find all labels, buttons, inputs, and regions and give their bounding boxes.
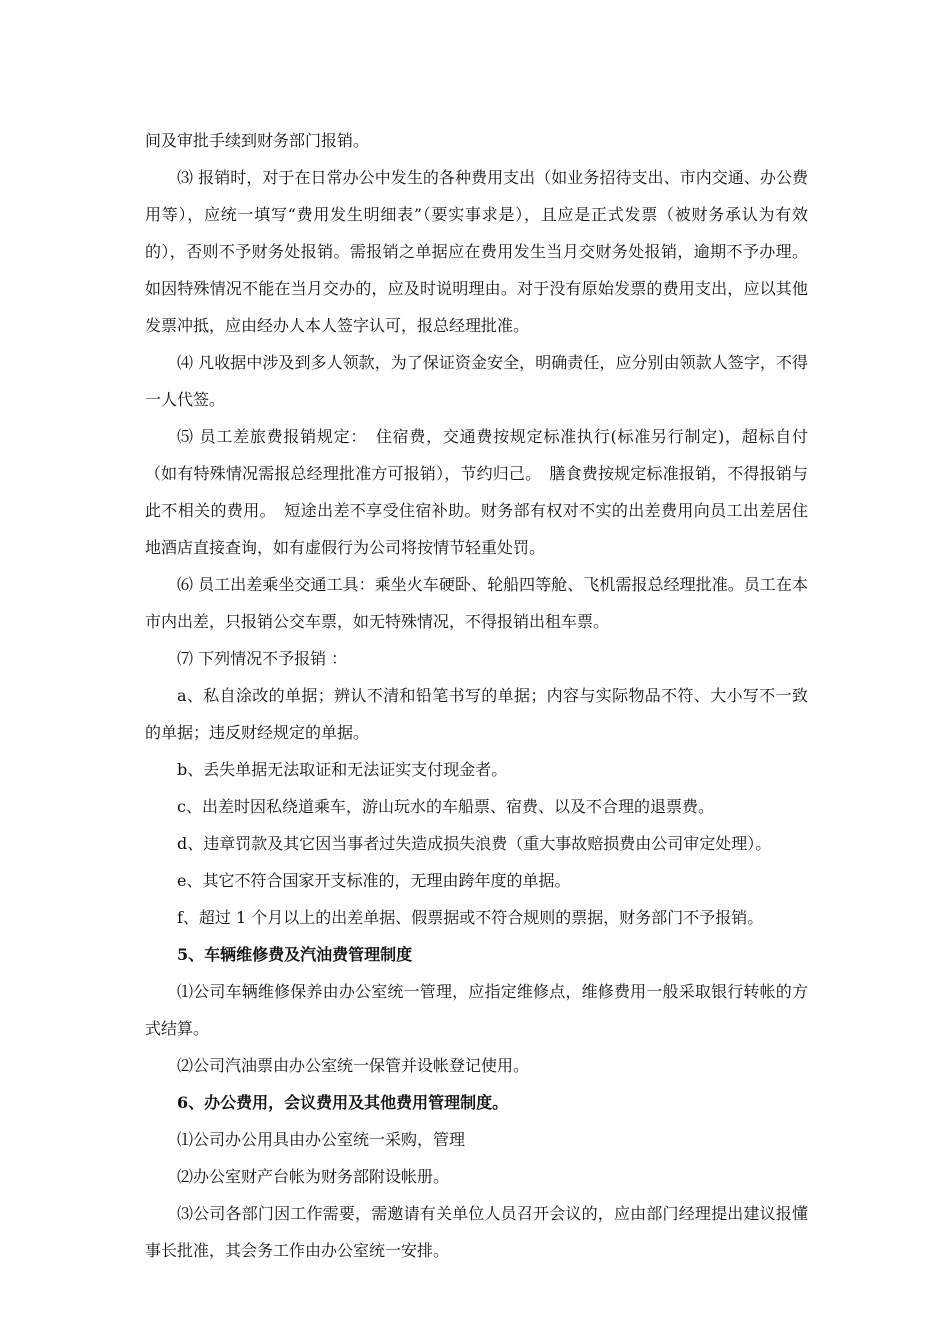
paragraph-reimbursement-rule-7: ⑺ 下列情况不予报销 ： — [177, 649, 348, 668]
list-item-e: e、其它不符合国家开支标准的，无理由跨年度的单据。 — [177, 871, 571, 890]
list-item-b: b、丢失单据无法取证和无法证实支付现金者。 — [177, 760, 508, 779]
section-heading-6: 6、办公费用，会议费用及其他费用管理制度。 — [177, 1093, 509, 1112]
paragraph-office-rule-3: ⑶公司各部门因工作需要，需邀请有关单位人员召开会议的，应由部门经理提出建议报懂事长批准，其会务工作由办公室统一安排。 — [145, 1204, 808, 1260]
section-heading-5: 5、车辆维修费及汽油费管理制度 — [177, 945, 413, 964]
list-item-a: a、私自涂改的单据；辨认不清和铅笔书写的单据；内容与实际物品不符、大小写不一致的单据；违反财经规定的单据。 — [145, 686, 808, 742]
paragraph-office-rule-1: ⑴公司办公用具由办公室统一采购，管理 — [177, 1130, 466, 1149]
paragraph-vehicle-rule-2: ⑵公司汽油票由办公室统一保管并设帐登记使用。 — [177, 1056, 530, 1075]
paragraph-vehicle-rule-1: ⑴公司车辆维修保养由办公室统一管理，应指定维修点，维修费用一般采取银行转帐的方式结算。 — [145, 982, 808, 1038]
list-item-c: c、出差时因私绕道乘车，游山玩水的车船票、宿费、以及不合理的退票费。 — [177, 797, 714, 816]
paragraph-reimbursement-rule-5: ⑸ 员工差旅费报销规定： 住宿费，交通费按规定标准执行(标准另行制定)，超标自付（如有特殊情况需报总经理批准方可报销），节约归己。 膳食费按规定标准报销，不得报销与此不相关的费用。 短途出差不享受住宿补助。财务部有权对不实的出差费用向员工出差居住地酒店直接查询，如有虚假行为公司将按情节轻重处罚。 — [145, 427, 808, 557]
list-item-f: f、超过 1 个月以上的出差单据、假票据或不符合规则的票据，财务部门不予报销。 — [177, 908, 764, 927]
paragraph-office-rule-2: ⑵办公室财产台帐为财务部附设帐册。 — [177, 1167, 450, 1186]
paragraph-reimbursement-rule-4: ⑷ 凡收据中涉及到多人领款，为了保证资金安全，明确责任，应分别由领款人签字，不得一人代签。 — [145, 353, 808, 409]
paragraph-continuation: 间及审批手续到财务部门报销。 — [145, 131, 370, 150]
list-item-d: d、违章罚款及其它因当事者过失造成损失浪费（重大事故赔损费由公司审定处理）。 — [177, 834, 772, 853]
paragraph-reimbursement-rule-3: ⑶ 报销时，对于在日常办公中发生的各种费用支出（如业务招待支出、市内交通、办公费用等），应统一填写“费用发生明细表”（要实事求是），且应是正式发票（被财务承认为有效的），否则不予财务处报销。需报销之单据应在费用发生当月交财务处报销，逾期不予办理。如因特殊情况不能在当月交办的，应及时说明理由。对于没有原始发票的费用支出，应以其他发票冲抵，应由经办人本人签字认可，报总经理批准。 — [145, 168, 808, 335]
document-body — [145, 122, 808, 1269]
paragraph-reimbursement-rule-6: ⑹ 员工出差乘坐交通工具：乘坐火车硬卧、轮船四等舱、飞机需报总经理批准。员工在本市内出差，只报销公交车票，如无特殊情况，不得报销出租车票。 — [145, 575, 808, 631]
